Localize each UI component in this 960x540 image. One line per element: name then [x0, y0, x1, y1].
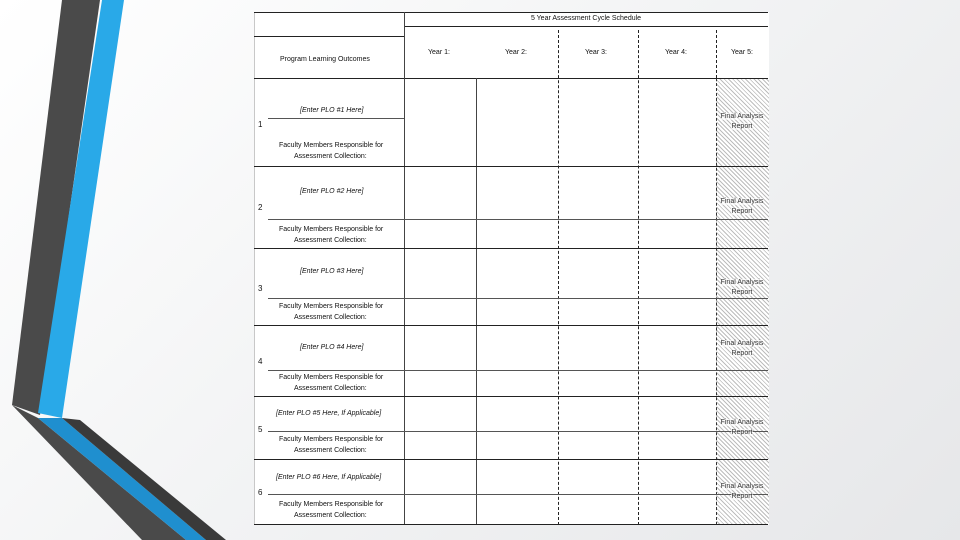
row-4-final-analysis-report: Final Analysis Report [720, 340, 764, 357]
plo-5-label: [Enter PLO #5 Here, If Applicable] [276, 410, 382, 417]
year2-column-divider [558, 30, 559, 525]
row-4-faculty-line1: Faculty Members Responsible for [279, 374, 384, 381]
row-5-final-analysis-report: Final Analysis Report [720, 419, 764, 436]
row-2-bottom-line [254, 248, 768, 249]
table-bottom-border [254, 524, 768, 525]
row-1-faculty-line2: Assessment Collection: [294, 153, 367, 160]
dark-stripe-diagonal [12, 405, 186, 540]
row-1-number: 1 [258, 120, 263, 129]
plo-2-entry-line [268, 219, 768, 220]
row-2-number: 2 [258, 203, 263, 212]
row-5-bottom-line [254, 459, 768, 460]
row-6-final-analysis-report: Final Analysis Report [720, 483, 764, 500]
plo-2-label: [Enter PLO #2 Here] [300, 188, 364, 195]
plo-4-label: [Enter PLO #4 Here] [300, 344, 364, 351]
row-3-number: 3 [258, 284, 263, 293]
plo-header-top-line [254, 36, 404, 37]
plo-3-entry-line [268, 298, 768, 299]
row-4-number: 4 [258, 357, 263, 366]
plo-6-label: [Enter PLO #6 Here, If Applicable] [276, 474, 382, 481]
plo-1-label: [Enter PLO #1 Here] [300, 107, 364, 114]
plo-1-entry-line [268, 118, 404, 119]
table-title: 5 Year Assessment Cycle Schedule [530, 15, 642, 22]
plo-5-entry-line [268, 431, 768, 432]
row-5-faculty-line2: Assessment Collection: [294, 447, 367, 454]
row-6-number: 6 [258, 488, 263, 497]
plo-column-header: Program Learning Outcomes [280, 56, 370, 63]
year1-column-divider [476, 78, 477, 525]
row-3-faculty-line1: Faculty Members Responsible for [279, 303, 384, 310]
row-2-final-analysis-report: Final Analysis Report [720, 198, 764, 215]
row-1-faculty-line1: Faculty Members Responsible for [279, 142, 384, 149]
row-5-faculty-line1: Faculty Members Responsible for [279, 436, 384, 443]
year1-header: Year 1: [428, 49, 450, 56]
row-4-faculty-line2: Assessment Collection: [294, 385, 367, 392]
blue-stripe-diagonal [38, 418, 206, 540]
row-2-faculty-line1: Faculty Members Responsible for [279, 226, 384, 233]
row-6-faculty-line1: Faculty Members Responsible for [279, 501, 384, 508]
row-3-bottom-line [254, 325, 768, 326]
plo-6-entry-line [268, 494, 768, 495]
year5-hatched-column [716, 78, 769, 525]
row-1-final-analysis-report: Final Analysis Report [720, 113, 764, 130]
row-5-number: 5 [258, 425, 263, 434]
plo-3-label: [Enter PLO #3 Here] [300, 268, 364, 275]
row-3-faculty-line2: Assessment Collection: [294, 314, 367, 321]
header-bottom-line [254, 78, 768, 79]
title-underline [404, 26, 768, 27]
row-1-bottom-line [254, 166, 768, 167]
year4-header: Year 4: [665, 49, 687, 56]
year2-header: Year 2: [505, 49, 527, 56]
plo-column-divider [404, 12, 405, 525]
top-border [254, 12, 768, 13]
year3-header: Year 3: [585, 49, 607, 56]
row-4-bottom-line [254, 396, 768, 397]
year3-column-divider [638, 30, 639, 525]
row-2-faculty-line2: Assessment Collection: [294, 237, 367, 244]
row-6-faculty-line2: Assessment Collection: [294, 512, 367, 519]
plo-4-entry-line [268, 370, 768, 371]
row-3-final-analysis-report: Final Analysis Report [720, 279, 764, 296]
year4-column-divider [716, 30, 717, 78]
year5-header: Year 5: [731, 49, 753, 56]
